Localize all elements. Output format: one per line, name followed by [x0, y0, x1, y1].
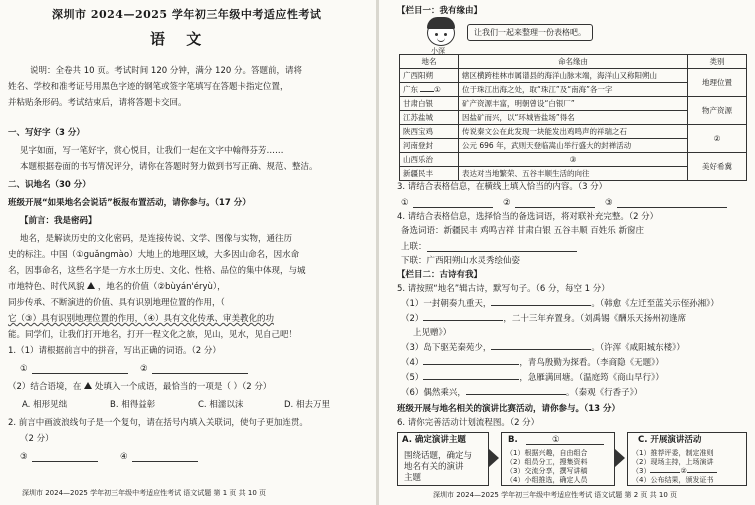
- answer-label: ②: [503, 198, 511, 208]
- poem-line: （1）一封朝奏九重天， 。（韩愈《左迁至蓝关示侄孙湘》）: [401, 299, 719, 309]
- poem-line-cont: 上见赠》）: [413, 328, 452, 338]
- question-3: 3. 请结合表格信息，在横线上填入恰当的内容。（3 分）: [397, 182, 608, 192]
- column-label: 【栏目一：我有缘由】: [397, 6, 483, 16]
- preface-wavy-sentence: 它（③）具有识别地理位置的作用，（④）具有文化传承、审美教化的功: [8, 314, 274, 324]
- answer-label: ④: [120, 452, 128, 462]
- flow-c-item: （1）推荐评委，制定准则: [632, 449, 714, 457]
- flow-arrow-icon: [489, 449, 499, 467]
- mascot-face-icon: [427, 20, 455, 46]
- page-footer: 深圳市 2024—2025 学年初三年级中考适应性考试 语文试题 第 1 页 共 10 页: [22, 489, 267, 497]
- answer-label: ①: [401, 198, 409, 208]
- blank-triangle-icon: [84, 382, 92, 389]
- answer-blank-2[interactable]: [152, 373, 248, 374]
- table-header: 地名: [400, 55, 459, 69]
- preface-line-head: 市地特色、时代风貌: [8, 282, 85, 292]
- table-cell: 表达对当地繁荣、五谷丰顺生活的向往: [459, 167, 688, 181]
- mascot-name: 小深: [431, 47, 445, 55]
- table-cell: 物产资源: [688, 97, 747, 125]
- answer-label: ②: [140, 364, 148, 374]
- poem-line: （2） ，二十三年弃置身。（刘禹锡《酬乐天扬州初逢席: [401, 314, 687, 324]
- instruction-line: 说明：全卷共 10 页。考试时间 120 分钟，满分 120 分。答题前，请将: [30, 66, 302, 76]
- flow-c-item: （2）现场主持，上场演讲: [632, 458, 714, 466]
- flow-box-b: [501, 432, 615, 486]
- couplet-upper-blank[interactable]: [427, 251, 577, 252]
- preface-text: 史的标注。中国（①guǎngmào）大地上的地理区域，大多因山命名，因水命: [8, 250, 300, 260]
- poem-line: （4） ，青鸟殷勤为探看。（李商隐《无题》）: [401, 358, 664, 368]
- table-header: 命名缘由: [459, 55, 688, 69]
- preface-text: 地名，是解读历史的文化密码，是连接传说、文学、图像与实物，通往历: [20, 234, 293, 244]
- answer-label: ③: [20, 452, 28, 462]
- option-a[interactable]: A. 相形见绌: [22, 400, 68, 410]
- answer-blank-q3-1[interactable]: [413, 207, 493, 208]
- poem-line: （3）岛下驱芜秦苑少， 。（许浑《咸阳城东楼》）: [401, 343, 685, 353]
- question-2-score: （2 分）: [20, 434, 54, 444]
- table-cell: 辖区横跨桂林市属谱县的海洋山脉末端，海洋山又称阳朔山: [459, 69, 688, 83]
- answer-blank-q3-3[interactable]: [617, 207, 727, 208]
- preface-text: 名，因事命名，这些名字是一方水土历史、文化、性格、品位的集中体现，与城: [8, 266, 306, 276]
- couplet-lower: 下联：广西阳朔山水灵秀绘仙姿: [401, 256, 521, 266]
- flow-b-item: （4）小组推选，确定人员: [506, 476, 588, 484]
- table-cell: 江苏盐城: [400, 111, 459, 125]
- table-cell: 河南登封: [400, 139, 459, 153]
- poem-line: （6）偶然乘兴， 。（秦观《行香子》）: [401, 388, 643, 398]
- table-row: [400, 125, 747, 139]
- table-cell-blank-3[interactable]: ③: [459, 153, 688, 167]
- table-cell: 地理位置: [688, 69, 747, 97]
- option-c[interactable]: C. 相濡以沫: [198, 400, 244, 410]
- flow-c-item: （4）公布结果，颁发证书: [632, 476, 714, 484]
- flow-a-text: 地名有关的演讲: [404, 462, 464, 472]
- flow-c-item: （3） ②: [632, 466, 717, 476]
- answer-blank-4[interactable]: [132, 461, 198, 462]
- activity-intro-2: 班级开展与地名相关的演讲比赛活动，请你参与。（13 分）: [397, 404, 621, 414]
- question-1-2-tail: 处填入一个成语，最恰当的一项是（ ）（2 分）: [94, 382, 272, 392]
- answer-label: ①: [20, 364, 28, 374]
- candidate-words: 备选词语：新疆民丰 鸡鸣吉祥 甘肃白银 五谷丰顺 百姓乐 新窗庄: [401, 226, 645, 236]
- writing-prompt: 见字如面，写一笔好字，赏心悦目，让我们一起在文字中翰得芬芳……: [20, 146, 284, 156]
- table-cell: 因盐矿而兴，以“环城皆盐场”得名: [459, 111, 688, 125]
- couplet-upper: 上联：: [401, 242, 427, 252]
- writing-prompt: 本题根据卷面的书写情况评分，请你在答题时努力做到书写正确、规范、整洁。: [20, 162, 318, 172]
- place-name-table: [399, 54, 747, 181]
- table-row: [400, 153, 747, 167]
- table-row: [400, 69, 747, 83]
- page-footer: 深圳市 2024—2025 学年初三年级中考适应性考试 语文试题 第 2 页 共 10 页: [433, 491, 678, 499]
- exam-page-1: [0, 0, 376, 505]
- subject-title: 语 文: [150, 30, 210, 48]
- question-4: 4. 请结合表格信息，选择恰当的备选词语，将对联补充完整。（2 分）: [397, 212, 659, 222]
- table-cell: 广东 ①: [400, 83, 459, 97]
- exam-title: 深圳市 2024—2025 学年初三年级中考适应性考试: [52, 8, 322, 21]
- flow-box-c: [627, 432, 747, 486]
- poem-line: （5） ，急雁满回塘。（温庭筠《商山早行》）: [401, 373, 664, 383]
- table-cell: 山西乐治: [400, 153, 459, 167]
- flow-b-item: （3）交流分享，撰写讲稿: [506, 467, 588, 475]
- flow-box-a: [397, 432, 489, 486]
- table-cell: 传说秦文公在此发现一块能发出鸡鸣声的祥瑞之石: [459, 125, 688, 139]
- preface-line-mid: ，地名的价值（②bùyán'éryù），: [97, 282, 226, 292]
- option-d[interactable]: D. 相去万里: [284, 400, 330, 410]
- activity-intro: 班级开展“如果地名会说话”板报布置活动，请你参与。（17 分）: [8, 198, 251, 208]
- table-cell: 矿产资源丰富，明朝曾设“白银厂”: [459, 97, 688, 111]
- table-row: [400, 97, 747, 111]
- question-6: 6. 请你完善活动计划流程图。（2 分）: [397, 418, 540, 428]
- table-cell: 公元 696 年，武则天登临嵩山举行盛大的封禅活动: [459, 139, 688, 153]
- flow-b-blank[interactable]: ①: [552, 435, 560, 445]
- answer-label: ③: [605, 198, 613, 208]
- flow-b-item: （2）组员分工，搜集资料: [506, 458, 588, 466]
- answer-blank-3[interactable]: [32, 461, 98, 462]
- preface-text: [8, 282, 226, 292]
- section-heading: 二、识地名（30 分）: [8, 180, 91, 190]
- table-cell: 甘肃白银: [400, 97, 459, 111]
- instruction-line: 姓名、学校和准考证号用黑色字迹的钢笔或签字笔填写在答题卡指定位置，: [8, 82, 289, 92]
- table-cell: 广西阳朔: [400, 69, 459, 83]
- question-1-2: [8, 382, 271, 392]
- option-b[interactable]: B. 相得益彰: [110, 400, 156, 410]
- table-cell: 美好希冀: [688, 153, 747, 181]
- column-label-2: 【栏目二：古诗有我】: [397, 270, 483, 280]
- question-1-2-head: （2）结合语境，在: [8, 382, 82, 392]
- flow-c-title: C. 开展演讲活动: [638, 435, 702, 445]
- flow-b-blank-line[interactable]: [526, 444, 604, 445]
- blank-triangle-icon: [87, 282, 95, 289]
- table-cell-blank-2[interactable]: ②: [688, 125, 747, 153]
- question-5: 5. 请按照“地名”辑古诗，默写句子。（6 分，每空 1 分）: [397, 284, 610, 294]
- preface-label: 【前言：我是密码】: [20, 216, 97, 226]
- flow-a-title: A. 确定演讲主题: [402, 435, 466, 445]
- flow-a-text: 主题: [404, 473, 422, 483]
- flow-arrow-icon: [615, 449, 625, 467]
- flow-b-title: B.: [508, 435, 518, 445]
- table-cell: 位于珠江出海之处，取“珠江”及“南海”各一字: [459, 83, 688, 97]
- table-cell: 新疆民丰: [400, 167, 459, 181]
- question-2: 2. 前言中画波浪线句子是一个复句，请在括号内填入关联词，使句子更加连贯。: [8, 418, 308, 428]
- section-heading: 一、写好字（3 分）: [8, 128, 85, 138]
- answer-blank-q3-2[interactable]: [515, 207, 595, 208]
- table-header-row: [400, 55, 747, 69]
- table-header: 类别: [688, 55, 747, 69]
- speech-bubble: 让我们一起来整理一份表格吧。: [467, 24, 593, 41]
- preface-text: 能。同学们，让我们打开地名，打开一程文化之旅，见山，见水，见自己吧！: [8, 330, 298, 340]
- preface-text: 同步传承、不断演进的价值、具有识别地理位置的作用，（: [8, 298, 225, 308]
- table-cell: 陕西宝鸡: [400, 125, 459, 139]
- instruction-line: 并粘贴条形码。考试结束后，请将答题卡交回。: [8, 98, 187, 108]
- answer-blank-1[interactable]: [32, 373, 128, 374]
- flow-a-text: 围绕话题，确定与: [404, 451, 473, 461]
- question-1: 1.（1）请根据前言中的拼音，写出正确的词语。（2 分）: [8, 346, 221, 356]
- exam-page-2: [379, 0, 755, 505]
- flow-b-item: （1）根据兴趣，自由组合: [506, 449, 588, 457]
